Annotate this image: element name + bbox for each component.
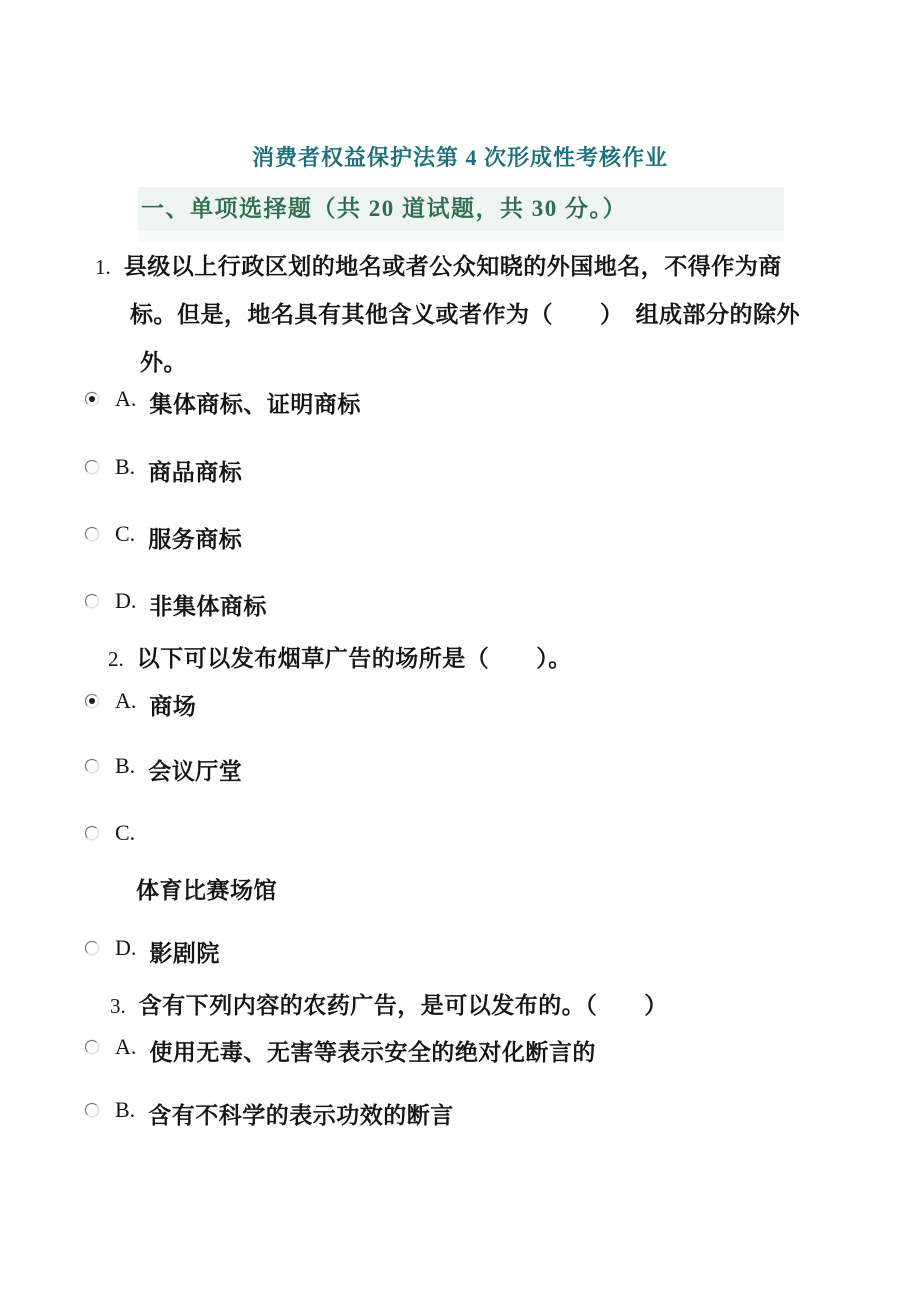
option-letter: D.: [115, 935, 137, 960]
option-row-q3-a: [85, 1034, 596, 1067]
option-text: 商场: [149, 694, 197, 719]
radio-button[interactable]: [85, 759, 99, 773]
option-letter: A.: [115, 1034, 137, 1059]
option-letter: A.: [115, 688, 137, 713]
question-2-line-1: [108, 640, 572, 673]
question-1-line-2: [130, 296, 800, 329]
option-text: 商品商标: [148, 460, 243, 485]
option-letter: A.: [115, 386, 137, 411]
section-header-label: 一、单项选择题（共 20 道试题，共 30 分。）: [141, 196, 627, 221]
option-row-q3-b: [85, 1097, 454, 1130]
option-letter: B.: [115, 1097, 136, 1122]
section-header-bar: [138, 187, 784, 231]
option-text: 非集体商标: [149, 594, 267, 619]
radio-button[interactable]: [85, 527, 99, 541]
option-text: 服务商标: [148, 527, 243, 552]
question-1-line-1: [95, 248, 782, 281]
radio-button[interactable]: [85, 941, 99, 955]
option-row-q1-d: [85, 588, 267, 621]
question-1-text: 标。但是，地名具有其他含义或者作为（ ） 组成部分的除外: [130, 302, 800, 327]
page-title: 消费者权益保护法第 4 次形成性考核作业: [251, 145, 668, 170]
radio-button[interactable]: [85, 460, 99, 474]
option-letter: B.: [115, 753, 136, 778]
question-1-number: 1.: [95, 255, 111, 279]
question-1-line-3: [140, 344, 187, 377]
option-row-q2-d: [85, 935, 220, 968]
question-1-text: 县级以上行政区划的地名或者公众知晓的外国地名，不得作为商: [123, 254, 782, 279]
radio-button[interactable]: [85, 392, 99, 406]
option-letter: B.: [115, 454, 136, 479]
radio-button[interactable]: [85, 826, 99, 840]
option-letter: D.: [115, 588, 137, 613]
question-1-text: 外。: [140, 350, 187, 375]
option-letter: C.: [115, 521, 136, 546]
option-letter: C.: [115, 820, 136, 845]
option-row-q2-a: [85, 688, 196, 721]
radio-button[interactable]: [85, 1103, 99, 1117]
option-row-q1-b: [85, 454, 242, 487]
question-2-text: 以下可以发布烟草广告的场所是（ ）。: [136, 646, 572, 671]
option-q2-c-extra-line: 体育比赛场馆: [136, 878, 277, 903]
option-text: 集体商标、证明商标: [149, 392, 361, 417]
option-text: 含有不科学的表示功效的断言: [148, 1103, 454, 1128]
option-text: 影剧院: [149, 941, 220, 966]
question-2-number: 2.: [108, 647, 124, 671]
option-row-q1-c: [85, 521, 242, 554]
question-3-text: 含有下列内容的农药广告，是可以发布的。（ ）: [138, 993, 668, 1018]
option-row-q2-b: [85, 753, 242, 786]
question-3-number: 3.: [110, 994, 126, 1018]
option-text: 会议厅堂: [148, 759, 243, 784]
radio-button[interactable]: [85, 1040, 99, 1054]
radio-button[interactable]: [85, 594, 99, 608]
option-row-q2-c: [85, 820, 148, 846]
section-header-underline: [138, 231, 784, 242]
option-text: 使用无毒、无害等表示安全的绝对化断言的: [149, 1040, 596, 1065]
option-row-q1-a: [85, 386, 361, 419]
radio-button[interactable]: [85, 694, 99, 708]
question-3-line-1: [110, 987, 668, 1020]
